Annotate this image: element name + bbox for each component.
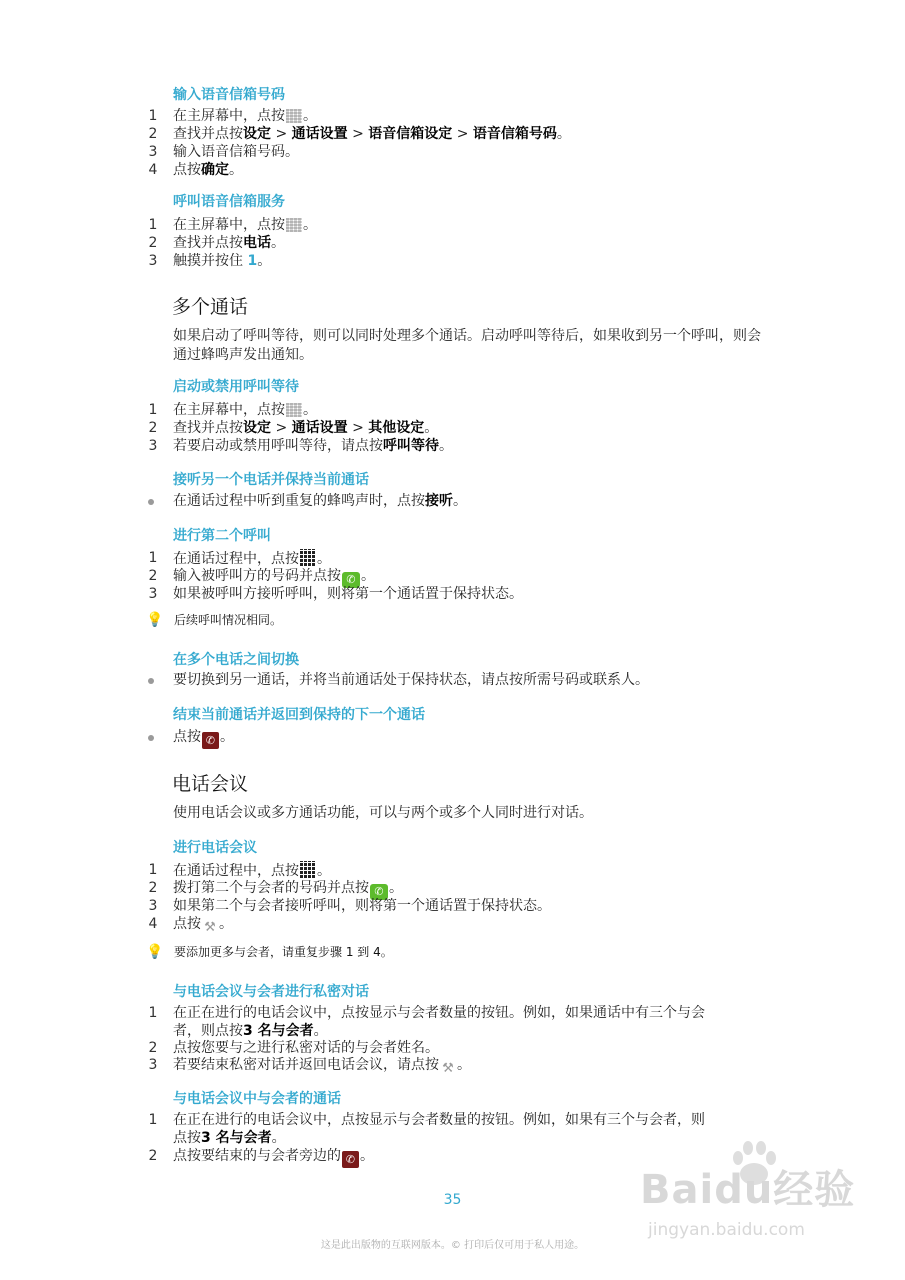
watermark-brand: Baidu经验 bbox=[640, 1167, 856, 1213]
step: 2 查找并点按设定 > 通话设置 > 其他设定。 bbox=[0, 419, 905, 438]
subheading-make-conference: 进行电话会议 bbox=[173, 840, 257, 856]
paragraph-multiple-calls: 如果启动了呼叫等待，则可以同时处理多个通话。启动呼叫等待后，如果收到另一个呼叫，则会通过蜂鸣声发出通知。 bbox=[173, 328, 761, 363]
step-number: 3 bbox=[148, 898, 158, 914]
step: 4 点按 ⚒ 。 bbox=[0, 915, 905, 934]
step-text: 点按您要与之进行私密对话的与会者姓名。 bbox=[173, 1040, 439, 1056]
step: 3 触摸并按住 1。 bbox=[0, 252, 905, 271]
app-grid-icon bbox=[286, 403, 302, 417]
step: 2 点按要结束的与会者旁边的 ✆ 。 bbox=[0, 1147, 905, 1166]
button-ok: 确定 bbox=[201, 162, 229, 178]
step: 2 查找并点按设定 > 通话设置 > 语音信箱设定 > 语音信箱号码。 bbox=[0, 125, 905, 144]
dialpad-icon bbox=[300, 861, 316, 878]
step-number: 3 bbox=[148, 253, 158, 269]
step-text: 在主屏幕中，点按 bbox=[173, 108, 285, 124]
step-number: 1 bbox=[148, 1112, 158, 1128]
menu-call-settings: 通话设置 bbox=[291, 126, 348, 142]
paragraph-conference-call: 使用电话会议或多方通话功能，可以与两个或多个人同时进行对话。 bbox=[173, 805, 593, 821]
step: 3 若要启动或禁用呼叫等待，请点按呼叫等待。 bbox=[0, 437, 905, 456]
step-number: 2 bbox=[148, 880, 158, 896]
bullet-item: 点按 ✆ 。 bbox=[0, 728, 905, 747]
subheading-enter-voicemail-number: 输入语音信箱号码 bbox=[173, 87, 285, 103]
step-number: 3 bbox=[148, 144, 158, 160]
step-number: 2 bbox=[148, 126, 158, 142]
app-grid-icon bbox=[286, 218, 302, 232]
footer-note: 这是此出版物的互联网版本。© 打印后仅可用于私人用途。 bbox=[320, 1240, 585, 1251]
step-number: 1 bbox=[148, 862, 158, 878]
subheading-end-participant-call: 与电话会议中与会者的通话 bbox=[173, 1091, 341, 1107]
step-number: 3 bbox=[148, 1057, 158, 1073]
watermark-url: jingyan.baidu.com bbox=[648, 1220, 805, 1240]
step-text: 如果被呼叫方接听呼叫，则将第一个通话置于保持状态。 bbox=[173, 586, 523, 602]
subheading-private-conversation: 与电话会议与会者进行私密对话 bbox=[173, 984, 369, 1000]
step: 1 在通话过程中，点按 。 bbox=[0, 861, 905, 880]
step-number: 2 bbox=[148, 1040, 158, 1056]
step-number: 2 bbox=[148, 420, 158, 436]
step: 2 拨打第二个与会者的号码并点按 ✆ 。 bbox=[0, 879, 905, 898]
step: 3 若要结束私密对话并返回电话会议，请点按 ⚒ 。 bbox=[0, 1056, 905, 1075]
subheading-switch-calls: 在多个电话之间切换 bbox=[173, 652, 299, 668]
step-number: 2 bbox=[148, 235, 158, 251]
step-number: 3 bbox=[148, 586, 158, 602]
heading-multiple-calls: 多个通话 bbox=[172, 296, 249, 318]
step: 1 在主屏幕中，点按 。 bbox=[0, 401, 905, 420]
merge-call-icon: ⚒ bbox=[204, 920, 216, 935]
page-number: 35 bbox=[443, 1192, 462, 1208]
step: 1 在正在进行的电话会议中，点按显示与会者数量的按钮。例如，如果有三个与会者，则点按3 名与会者。 bbox=[0, 1111, 905, 1147]
key-1: 1 bbox=[247, 253, 258, 269]
lightbulb-icon: 💡 bbox=[146, 612, 164, 628]
subheading-answer-second-call: 接听另一个电话并保持当前通话 bbox=[173, 472, 369, 488]
bullet-text: 要切换到另一通话，并将当前通话处于保持状态，请点按所需号码或联系人。 bbox=[173, 672, 649, 688]
step-number: 1 bbox=[148, 402, 158, 418]
step: 1 在主屏幕中，点按 。 bbox=[0, 107, 905, 126]
end-call-icon: ✆ bbox=[202, 732, 219, 749]
step: 2 输入被呼叫方的号码并点按 ✆ 。 bbox=[0, 567, 905, 586]
button-participants: 3 名与会者 bbox=[201, 1130, 272, 1146]
bullet-dot bbox=[148, 678, 154, 684]
bullet-item: 在通话过程中听到重复的蜂鸣声时，点按接听。 bbox=[0, 492, 905, 511]
step bbox=[0, 585, 905, 604]
subheading-call-waiting: 启动或禁用呼叫等待 bbox=[173, 379, 299, 395]
subheading-second-call: 进行第二个呼叫 bbox=[173, 528, 271, 544]
step: 1 在主屏幕中，点按 。 bbox=[0, 216, 905, 235]
step-number: 2 bbox=[148, 568, 158, 584]
end-call-icon: ✆ bbox=[342, 1151, 359, 1168]
step-number: 4 bbox=[148, 162, 158, 178]
step-number: 1 bbox=[148, 550, 158, 566]
menu-voicemail-settings: 语音信箱设定 bbox=[368, 126, 453, 142]
menu-voicemail-number: 语音信箱号码 bbox=[472, 126, 557, 142]
step-text: 如果第二个与会者接听呼叫，则将第一个通话置于保持状态。 bbox=[173, 898, 551, 914]
call-icon: ✆ bbox=[370, 884, 388, 900]
bullet-item bbox=[0, 671, 905, 690]
step: 1 在正在进行的电话会议中，点按显示与会者数量的按钮。例如，如果通话中有三个与会者，则点按3 名与会者。 bbox=[0, 1004, 905, 1040]
tip: 💡 要添加更多与会者，请重复步骤 1 到 4。 bbox=[146, 944, 393, 960]
tip: 💡 后续呼叫情况相同。 bbox=[146, 612, 283, 628]
step-number: 1 bbox=[148, 108, 158, 124]
step-number: 1 bbox=[148, 1005, 158, 1021]
step bbox=[0, 897, 905, 916]
heading-conference-call: 电话会议 bbox=[172, 773, 249, 795]
step: 4 点按确定。 bbox=[0, 161, 905, 180]
menu-settings: 设定 bbox=[243, 126, 271, 142]
app-phone: 电话 bbox=[243, 235, 271, 251]
bullet-dot bbox=[148, 735, 154, 741]
step bbox=[0, 143, 905, 162]
call-icon: ✆ bbox=[342, 572, 360, 588]
step-number: 2 bbox=[148, 1148, 158, 1164]
subheading-call-voicemail: 呼叫语音信箱服务 bbox=[173, 194, 285, 210]
bullet-dot bbox=[148, 499, 154, 505]
menu-settings: 设定 bbox=[243, 420, 271, 436]
step-number: 4 bbox=[148, 916, 158, 932]
menu-call-settings: 通话设置 bbox=[291, 420, 348, 436]
step: 2 查找并点按电话。 bbox=[0, 234, 905, 253]
step-number: 3 bbox=[148, 438, 158, 454]
menu-other-settings: 其他设定 bbox=[368, 420, 425, 436]
option-call-waiting: 呼叫等待 bbox=[383, 438, 439, 454]
app-grid-icon bbox=[286, 109, 302, 123]
button-answer: 接听 bbox=[425, 493, 453, 509]
lightbulb-icon: 💡 bbox=[146, 944, 164, 960]
step-number: 1 bbox=[148, 217, 158, 233]
merge-call-icon: ⚒ bbox=[442, 1061, 454, 1076]
dialpad-icon bbox=[300, 549, 316, 566]
button-participants: 3 名与会者 bbox=[243, 1023, 314, 1039]
step-text: 输入语音信箱号码。 bbox=[173, 144, 299, 160]
step: 1 在通话过程中，点按 。 bbox=[0, 549, 905, 568]
subheading-end-current-call: 结束当前通话并返回到保持的下一个通话 bbox=[173, 707, 425, 723]
